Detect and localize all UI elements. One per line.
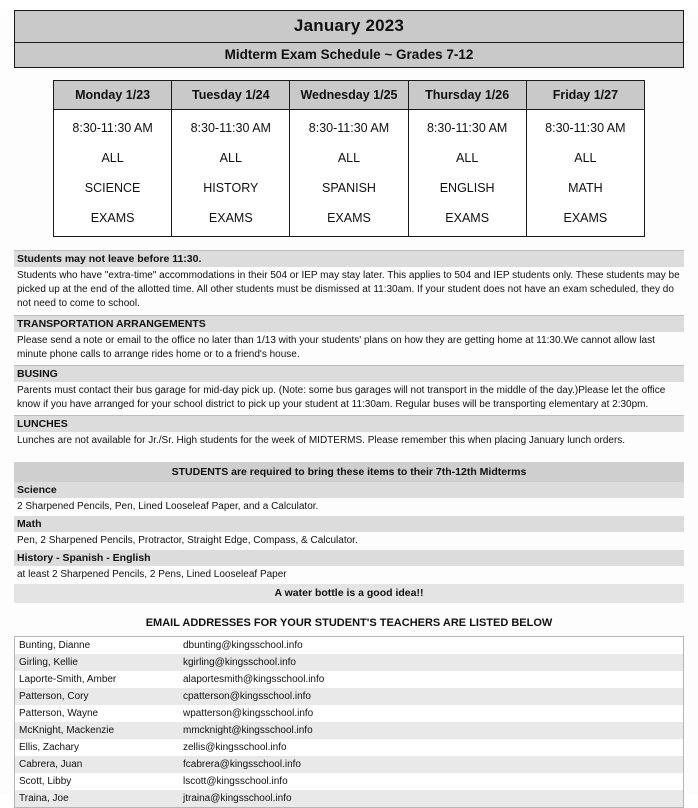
notice-heading: Students may not leave before 11:30. <box>14 250 684 267</box>
table-row <box>15 722 684 739</box>
supplies-subject: History - Spanish - English <box>14 550 684 566</box>
schedule-group-cell: ALL <box>172 143 290 173</box>
table-row <box>15 688 684 705</box>
supplies-item-humanities <box>14 550 684 584</box>
teacher-email[interactable]: kgirling@kingsschool.info <box>179 654 684 671</box>
teacher-name: Patterson, Cory <box>15 688 180 705</box>
schedule-time-cell: 8:30-11:30 AM <box>290 110 408 144</box>
supplies-title: STUDENTS are required to bring these items to their 7th-12th Midterms <box>14 462 684 482</box>
supplies-list: Pen, 2 Sharpened Pencils, Protractor, Straight Edge, Compass, & Calculator. <box>17 534 358 546</box>
schedule-group-cell: ALL <box>54 143 172 173</box>
schedule-exams-row <box>54 203 645 237</box>
schedule-exams-cell: EXAMS <box>54 203 172 237</box>
schedule-exams-cell: EXAMS <box>172 203 290 237</box>
schedule-exams-cell: EXAMS <box>526 203 644 237</box>
schedule-subject-cell: HISTORY <box>172 173 290 203</box>
schedule-exams-cell: EXAMS <box>290 203 408 237</box>
schedule-group-cell: ALL <box>526 143 644 173</box>
teacher-email[interactable]: zellis@kingsschool.info <box>179 739 684 756</box>
schedule-day-header: Thursday 1/26 <box>408 81 526 110</box>
schedule-subject-cell: ENGLISH <box>408 173 526 203</box>
teacher-email[interactable]: alaportesmith@kingsschool.info <box>179 671 684 688</box>
teacher-email[interactable]: lscott@kingsschool.info <box>179 773 684 790</box>
table-row <box>15 654 684 671</box>
teacher-email-table <box>14 636 684 808</box>
notice-heading: LUNCHES <box>14 415 684 432</box>
document-page <box>0 10 698 804</box>
schedule-exams-cell: EXAMS <box>408 203 526 237</box>
notice-body: Please send a note or email to the office no later than 1/13 with your students' plans on how they are getting home at 11:30.We cannot allow last minute phone calls to arrange rides home or to a friend's house. <box>17 334 655 360</box>
schedule-day-header: Wednesday 1/25 <box>290 81 408 110</box>
table-row <box>15 773 684 790</box>
schedule-time-cell: 8:30-11:30 AM <box>408 110 526 144</box>
table-row <box>15 756 684 773</box>
document-subtitle: Midterm Exam Schedule ~ Grades 7-12 <box>15 43 683 67</box>
teacher-name: Laporte-Smith, Amber <box>15 671 180 688</box>
notice-lunches <box>14 415 684 451</box>
schedule-day-header: Monday 1/23 <box>54 81 172 110</box>
teacher-email[interactable]: mmcknight@kingsschool.info <box>179 722 684 739</box>
supplies-item-science <box>14 482 684 516</box>
notice-body: Students who have "extra-time" accommodations in their 504 or IEP may stay later. This applies to 504 and IEP students only. These students may be picked up at the end of the allotted time. All other students must be dismissed at 11:30am. If your student does not have an exam scheduled, they do not need to come to school. <box>17 270 680 310</box>
schedule-subject-cell: MATH <box>526 173 644 203</box>
schedule-subject-cell: SPANISH <box>290 173 408 203</box>
notice-heading: TRANSPORTATION ARRANGEMENTS <box>14 315 684 332</box>
email-section-title: EMAIL ADDRESSES FOR YOUR STUDENT'S TEACHERS ARE LISTED BELOW <box>145 616 553 629</box>
supplies-subject: Science <box>14 482 684 498</box>
teacher-name: Girling, Kellie <box>15 654 180 671</box>
notice-body: Lunches are not available for Jr./Sr. High students for the week of MIDTERMS. Please remember this when placing January lunch orders. <box>17 435 626 447</box>
supplies-section <box>14 462 684 603</box>
teacher-email[interactable]: jtraina@kingsschool.info <box>179 790 684 808</box>
schedule-group-cell: ALL <box>290 143 408 173</box>
teacher-email[interactable]: dbunting@kingsschool.info <box>179 636 684 654</box>
notices-section <box>14 250 684 452</box>
schedule-day-header: Friday 1/27 <box>526 81 644 110</box>
teacher-name: Scott, Libby <box>15 773 180 790</box>
table-row <box>15 636 684 654</box>
table-row <box>15 671 684 688</box>
document-banner <box>14 10 684 68</box>
schedule-time-row <box>54 110 645 144</box>
schedule-time-cell: 8:30-11:30 AM <box>54 110 172 144</box>
teacher-email[interactable]: fcabrera@kingsschool.info <box>179 756 684 773</box>
notice-busing <box>14 365 684 415</box>
schedule-time-cell: 8:30-11:30 AM <box>526 110 644 144</box>
notice-transportation <box>14 315 684 365</box>
table-row <box>15 790 684 808</box>
document-title: January 2023 <box>15 11 683 43</box>
exam-schedule-section <box>0 80 698 237</box>
schedule-time-cell: 8:30-11:30 AM <box>172 110 290 144</box>
notice-dismissal <box>14 250 684 315</box>
teacher-name: Ellis, Zachary <box>15 739 180 756</box>
teacher-name: Traina, Joe <box>15 790 180 808</box>
supplies-item-math <box>14 516 684 550</box>
exam-schedule-table <box>53 80 645 237</box>
table-row <box>15 739 684 756</box>
teacher-email[interactable]: cpatterson@kingsschool.info <box>179 688 684 705</box>
notice-body: Parents must contact their bus garage for mid-day pick up. (Note: some bus garages will not transport in the middle of the day.)Please let the office know if you have arranged for your school district to pick up your student at 11:30am. Regular buses will be transporting elementary at 2:30pm. <box>17 384 666 411</box>
schedule-day-header: Tuesday 1/24 <box>172 81 290 110</box>
water-bottle-note: A water bottle is a good idea!! <box>14 584 684 603</box>
schedule-group-cell: ALL <box>408 143 526 173</box>
supplies-subject: Math <box>14 516 684 532</box>
schedule-group-row <box>54 143 645 173</box>
teacher-name: Bunting, Dianne <box>15 636 180 654</box>
teacher-name: McKnight, Mackenzie <box>15 722 180 739</box>
schedule-subject-cell: SCIENCE <box>54 173 172 203</box>
schedule-subject-row <box>54 173 645 203</box>
table-row <box>15 705 684 722</box>
supplies-list: 2 Sharpened Pencils, Pen, Lined Looseleaf Paper, and a Calculator. <box>17 500 319 512</box>
notice-heading: BUSING <box>14 365 684 382</box>
teacher-name: Patterson, Wayne <box>15 705 180 722</box>
schedule-header-row <box>54 81 645 110</box>
teacher-name: Cabrera, Juan <box>15 756 180 773</box>
teacher-email[interactable]: wpatterson@kingsschool.info <box>179 705 684 722</box>
supplies-list: at least 2 Sharpened Pencils, 2 Pens, Lined Looseleaf Paper <box>17 568 287 580</box>
